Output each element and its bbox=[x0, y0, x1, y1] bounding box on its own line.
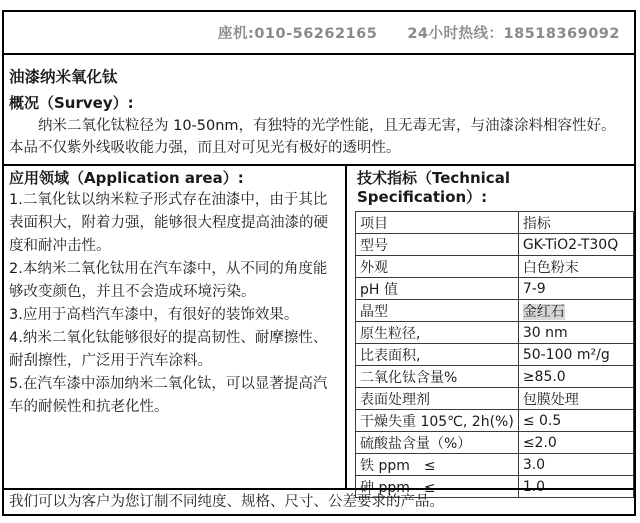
spec-heading: 技术指标（Technical Specification）: bbox=[357, 169, 510, 206]
spec-value bbox=[518, 300, 633, 322]
spec-value: 指标 bbox=[518, 212, 633, 234]
application-area-column bbox=[4, 166, 347, 488]
spec-value: ≤ 0.5 bbox=[518, 410, 633, 432]
spec-label: 原生粒径, bbox=[356, 322, 519, 344]
spec-label: 项目 bbox=[356, 212, 519, 234]
spec-value: 30 nm bbox=[518, 322, 633, 344]
spec-label: 砷 ppm ≤ bbox=[356, 476, 519, 498]
landline-number: 座机:010-56262165 bbox=[218, 26, 378, 42]
hotline-number: 24小时热线：18518369092 bbox=[407, 26, 620, 42]
contact-bar bbox=[4, 12, 634, 55]
survey-paragraph: 纳米二氧化钛粒径为 10-50nm，有独特的光学性能，且无毒无害，与油漆涂料相容性好。本品不仅紫外线吸收能力强，而且对可见光有极好的透明性。 bbox=[9, 118, 616, 156]
table-row bbox=[356, 212, 634, 234]
table-row bbox=[356, 234, 634, 256]
table-row bbox=[356, 344, 634, 366]
spec-value: 3.0 bbox=[518, 454, 633, 476]
table-row bbox=[356, 432, 634, 454]
spec-value: ≤2.0 bbox=[518, 432, 633, 454]
table-row bbox=[356, 388, 634, 410]
spec-value: 白色粉末 bbox=[518, 256, 633, 278]
spec-value: 7-9 bbox=[518, 278, 633, 300]
spec-label: 晶型 bbox=[356, 300, 519, 322]
spec-value: 50-100 m²/g bbox=[518, 344, 633, 366]
spec-value: 包膜处理 bbox=[518, 388, 633, 410]
highlighted-value: 金红石 bbox=[522, 303, 565, 320]
table-row bbox=[356, 322, 634, 344]
application-item-1: 1.二氧化钛以纳米粒子形式存在油漆中，由于其比表面积大，附着力强，能够很大程度提高油漆的硬度和耐冲击性。 bbox=[9, 192, 328, 254]
spec-label: 型号 bbox=[356, 234, 519, 256]
application-item-2: 2.本纳米二氧化钛用在汽车漆中，从不同的角度能够改变颜色，并且不会造成环境污染。 bbox=[9, 261, 328, 300]
spec-label: 干燥失重 105℃, 2h(%) bbox=[356, 410, 519, 432]
spec-label: pH 值 bbox=[356, 278, 519, 300]
spec-table bbox=[355, 211, 634, 498]
application-item-3: 3.应用于高档汽车漆中，有很好的装饰效果。 bbox=[9, 307, 299, 323]
table-row bbox=[356, 278, 634, 300]
application-item-5: 5.在汽车漆中添加纳米二氧化钛，可以显著提高汽车的耐候性和抗老化性。 bbox=[9, 376, 328, 415]
table-row bbox=[356, 366, 634, 388]
table-row bbox=[356, 454, 634, 476]
spec-label: 二氧化钛含量% bbox=[356, 366, 519, 388]
application-heading: 应用领域（Application area）: bbox=[9, 169, 244, 187]
spec-label: 铁 ppm ≤ bbox=[356, 454, 519, 476]
spec-value: 1.0 bbox=[518, 476, 633, 498]
customization-note: 我们可以为客户为您订制不同纯度、规格、尺寸、公差要求的产品。 bbox=[4, 488, 634, 514]
spec-label: 表面处理剂 bbox=[356, 388, 519, 410]
spec-label: 外观 bbox=[356, 256, 519, 278]
page-title: 油漆纳米氧化钛 bbox=[9, 68, 118, 86]
document-frame bbox=[2, 10, 636, 516]
two-column-section bbox=[4, 164, 634, 496]
spec-label: 比表面积, bbox=[356, 344, 519, 366]
technical-spec-column bbox=[347, 166, 634, 496]
spec-label: 硫酸盐含量（%） bbox=[356, 432, 519, 454]
table-row bbox=[356, 300, 634, 322]
table-row bbox=[356, 256, 634, 278]
table-row bbox=[356, 410, 634, 432]
application-item-4: 4.纳米二氧化钛能够很好的提高韧性、耐摩擦性、耐刮擦性，广泛用于汽车涂料。 bbox=[9, 330, 328, 369]
spec-value: GK-TiO2-T30Q bbox=[518, 234, 633, 256]
spec-value: ≥85.0 bbox=[518, 366, 633, 388]
survey-heading: 概况（Survey）: bbox=[9, 94, 134, 112]
